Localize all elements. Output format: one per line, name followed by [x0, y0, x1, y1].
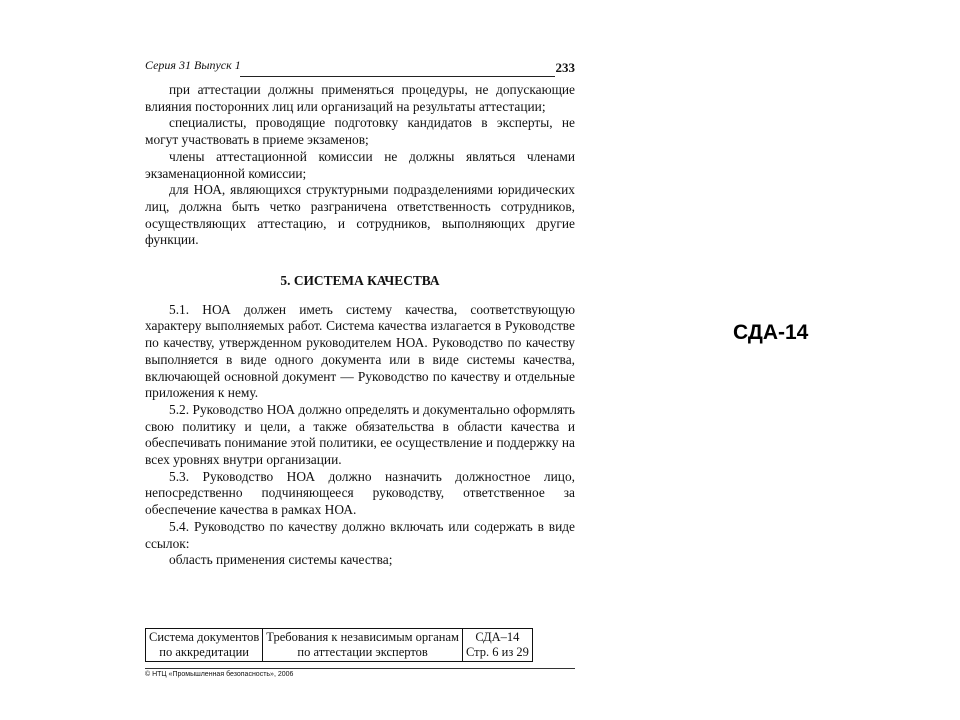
footer-table: [145, 628, 533, 662]
footer-cell-system: [146, 629, 263, 662]
series-label: Серия 31 Выпуск 1: [145, 58, 241, 72]
section-heading: 5. СИСТЕМА КАЧЕСТВА: [280, 273, 440, 289]
paragraph: 5.3. Руководство НОА должно назначить должностное лицо, непосредственно подчиняющееся руководству, ответственное за обеспечение качества в рамках НОА.: [145, 468, 575, 518]
page-header: [145, 58, 575, 78]
paragraph: 5.1. НОА должен иметь систему качества, соответствующую характеру выполняемых работ. Система качества излагается в Руководстве по качеству, утвержденном руководителем НОА. Руководство по качеству выполняется в виде одного документа или в виде системы качества, включающей основной документ — Руководство по качеству и отдельные приложения к нему.: [145, 301, 575, 401]
footer-cell-line: Стр. 6 из 29: [465, 645, 529, 659]
footer-cell-line: по аттестации экспертов: [297, 645, 428, 659]
document-code-label: СДА-14: [733, 321, 809, 344]
footer-cell-line: по аккредитации: [159, 645, 249, 659]
footer-cell-line: СДА–14: [475, 630, 520, 644]
body-text: [145, 82, 575, 569]
paragraph: члены аттестационной комиссии не должны являться членами экзаменационной комиссии;: [145, 148, 575, 181]
paragraph: при аттестации должны применяться процедуры, не допускающие влияния посторонних лиц или организаций на результаты аттестации;: [145, 82, 575, 114]
footer-cell-code: [462, 629, 532, 662]
paragraph: специалисты, проводящие подготовку кандидатов в эксперты, не могут участвовать в приеме экзаменов;: [145, 115, 575, 148]
document-page: [135, 50, 580, 690]
paragraph: для НОА, являющихся структурными подразделениями юридических лиц, должна быть четко разграничена ответственность сотрудников, осуществляющих аттестацию, и сотрудников, выполняющих другие функции.: [145, 182, 575, 248]
copyright-notice: © НТЦ «Промышленная безопасность», 2006: [145, 671, 294, 678]
footer-cell-line: Система документов: [149, 630, 260, 644]
paragraph: 5.4. Руководство по качеству должно включать или содержать в виде ссылок:: [145, 518, 575, 551]
paragraph: область применения системы качества;: [169, 552, 393, 568]
header-rule: [240, 76, 555, 77]
paragraph: 5.2. Руководство НОА должно определять и документально оформлять свою политику и цели, а также обязательства в области качества и обеспечивать понимание этой политики, ее осуществление и поддержку на всех уровнях внутри организации.: [145, 401, 575, 468]
footer-rule: [145, 668, 575, 669]
page-number: 233: [555, 60, 575, 75]
footer-cell-line: Требования к независимым органам: [266, 630, 459, 644]
footer-cell-requirements: [263, 629, 463, 662]
